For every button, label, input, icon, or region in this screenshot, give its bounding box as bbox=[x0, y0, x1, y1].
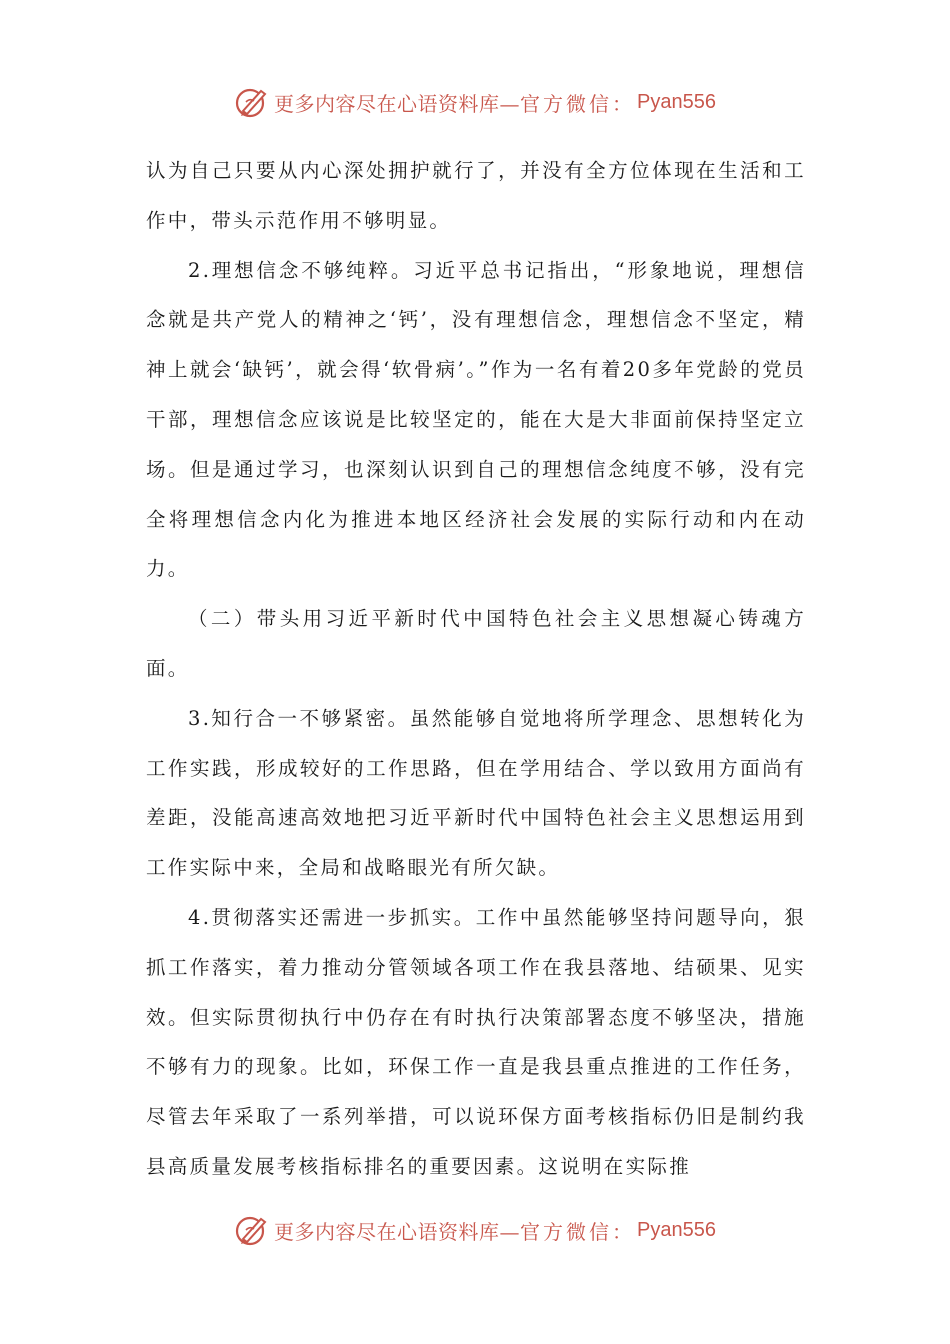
banner-library-text: 更多内容尽在心语资料库— bbox=[274, 1219, 521, 1244]
banner-wechat-id: Pyan556 bbox=[637, 1218, 716, 1241]
header-watermark-banner bbox=[0, 82, 950, 122]
paragraph-item-4: 4.贯彻落实还需进一步抓实。工作中虽然能够坚持问题导向，狠抓工作落实，着力推动分管领域各项工作在我县落地、结硕果、见实效。但实际贯彻执行中仍存在有时执行决策部署态度不够坚决，措施不够有力的现象。比如，环保工作一直是我县重点推进的工作任务，尽管去年采取了一系列举措，可以说环保方面考核指标仍旧是制约我县高质量发展考核指标排名的重要因素。这说明在实际推 bbox=[146, 905, 806, 1178]
banner-wechat-label: 官方微信： bbox=[520, 91, 636, 116]
banner-wechat-label: 官方微信： bbox=[520, 1219, 636, 1244]
paragraph-item-2: 2.理想信念不够纯粹。习近平总书记指出，“形象地说，理想信念就是共产党人的精神之‘钙’，没有理想信念，理想信念不坚定，精神上就会‘缺钙’，就会得‘软骨病’。”作为一名有着20多年党龄的党员干部，理想信念应该说是比较坚定的，能在大是大非面前保持坚定立场。但是通过学习，也深刻认识到自己的理想信念纯度不够，没有完全将理想信念内化为推进本地区经济社会发展的实际行动和内在动力。 bbox=[146, 258, 806, 581]
document-body bbox=[146, 146, 806, 1192]
section-heading-2: （二）带头用习近平新时代中国特色社会主义思想凝心铸魂方面。 bbox=[146, 607, 806, 680]
paragraph-item-3: 3.知行合一不够紧密。虽然能够自觉地将所学理念、思想转化为工作实践，形成较好的工作思路，但在学用结合、学以致用方面尚有差距，没能高速高效地把习近平新时代中国特色社会主义思想运用到工作实际中来，全局和战略眼光有所欠缺。 bbox=[146, 706, 806, 880]
paragraph-continuation: 认为自己只要从内心深处拥护就行了，并没有全方位体现在生活和工作中，带头示范作用不够明显。 bbox=[146, 159, 806, 232]
pen-logo-icon bbox=[234, 84, 270, 120]
banner-library-text: 更多内容尽在心语资料库— bbox=[274, 91, 521, 116]
banner-wechat-id: Pyan556 bbox=[637, 90, 716, 113]
footer-watermark-banner bbox=[0, 1210, 950, 1250]
pen-logo-icon bbox=[234, 1212, 270, 1248]
